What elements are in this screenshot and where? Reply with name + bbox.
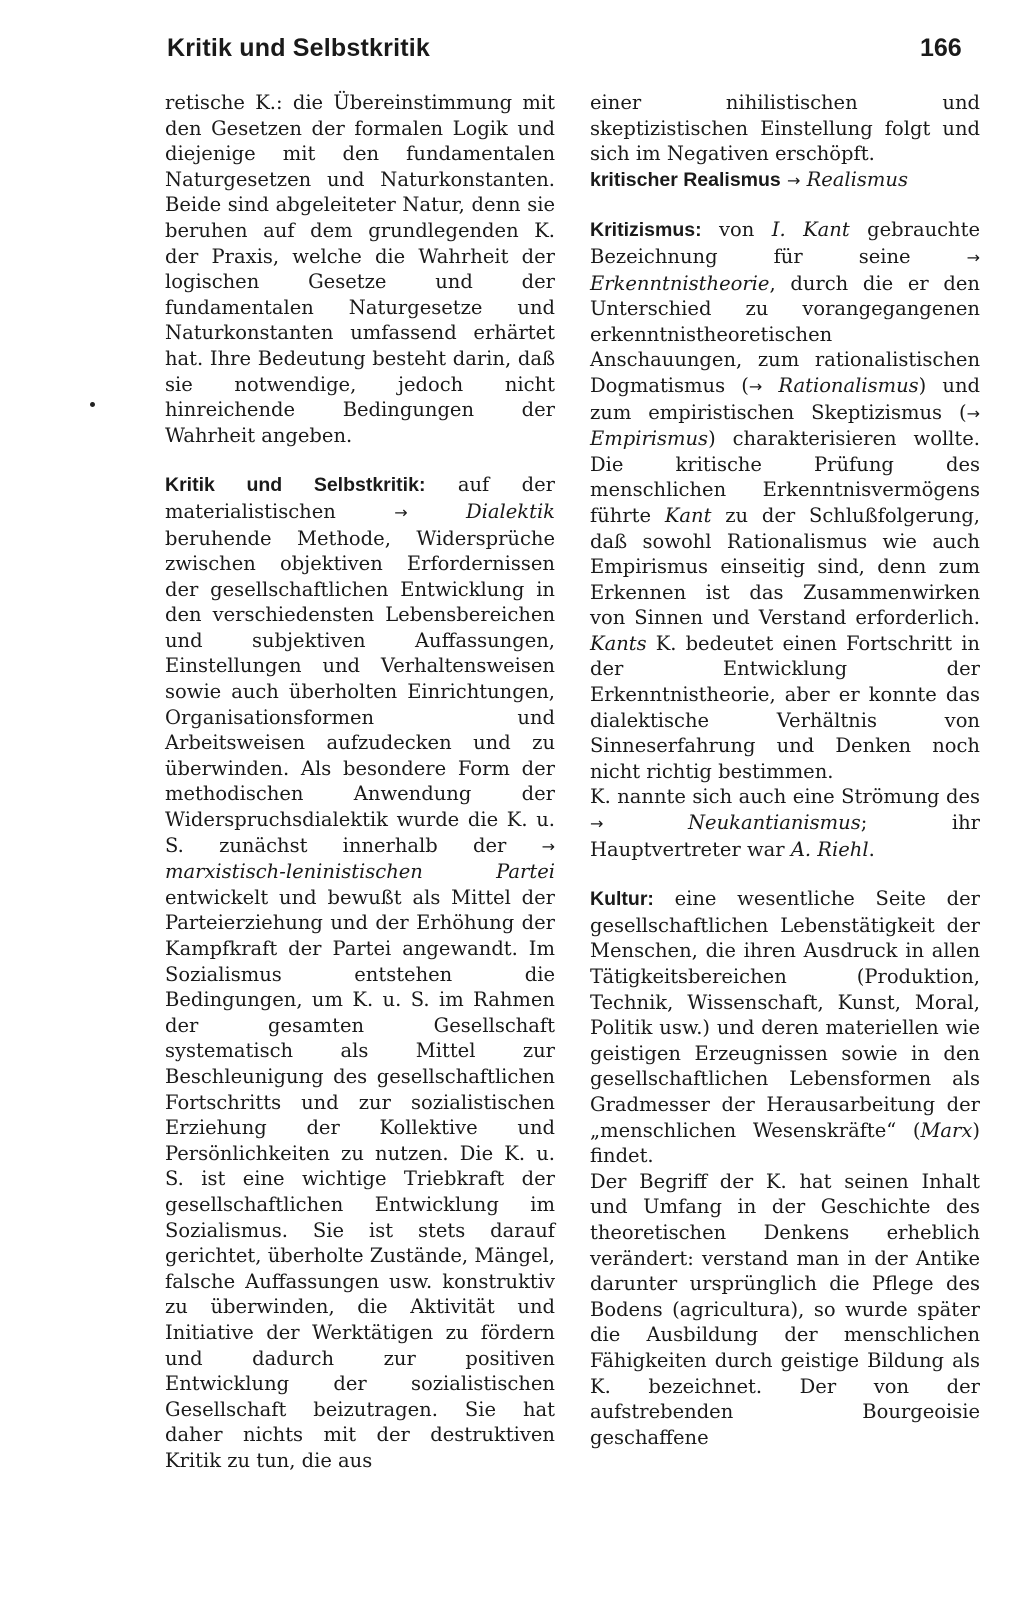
entry-kritischer-realismus — [590, 167, 980, 194]
margin-mark — [90, 402, 95, 407]
entry-text: ) findet. — [590, 1118, 980, 1168]
cross-reference-arrow-icon: → — [966, 247, 980, 267]
entry-text: ) charakterisieren wollte. Die kritische Prüfung des menschlichen Erkenntnisvermögens führte — [590, 427, 980, 527]
entry-text: ) und zum empiristischen Skeptizismus ( — [590, 373, 980, 424]
cross-reference-arrow-icon: → — [590, 814, 604, 834]
cross-reference-link[interactable]: Empirismus — [590, 427, 709, 451]
entry-text: zu der Schlußfolgerung, daß sowohl Rationalismus wie auch Empirismus einseitig sind, denn zum Erkennen ist das Zusammenwirken von Sinnen und Verstand erforderlich. — [590, 503, 980, 630]
entry-text: K. bedeutet einen Fortschritt in der Entwicklung der Erkenntnistheorie, aber er konnte das dialektische Verhältnis von Sinneserfahrung und Denken noch nicht richtig bestimmen. — [590, 631, 980, 783]
cross-reference-link[interactable]: Erkenntnistheorie — [590, 271, 770, 295]
entry-text: ; ihr Hauptvertreter war — [590, 811, 980, 861]
entry-lemma: Kritik und Selbstkritik: — [165, 474, 426, 497]
entry-kritizismus — [590, 217, 980, 784]
entry-lemma: Kultur: — [590, 888, 654, 911]
entry-text: . — [868, 837, 875, 861]
cross-reference-link[interactable]: Realismus — [800, 167, 908, 191]
entry-kultur — [590, 886, 980, 1169]
cross-reference-link[interactable]: Dialektik — [407, 499, 555, 523]
person-reference: Kant — [664, 503, 712, 527]
cross-reference-arrow-icon: → — [541, 836, 555, 856]
person-reference: I. Kant — [771, 218, 850, 242]
entry-text: eine wesentliche Seite der gesellschaftlichen Lebenstätigkeit der Menschen, die ihren Ausdruck in allen Tätigkeitsbereichen (Produktion, Technik, Wissenschaft, Kunst, Moral, Politik usw.) und deren materiellen wie geistigen Erzeugnissen sowie in den gesellschaftlichen Lebensformen als Gradmesser der Herausarbeitung der „menschlichen Wesenskräfte“ ( — [590, 887, 980, 1142]
cross-reference-link[interactable]: marxistisch-leninistischen Partei — [165, 860, 555, 884]
entry-text: entwickelt und bewußt als Mittel der Parteierziehung und der Erhöhung der Kampfkraft der Partei angewandt. Im Sozialismus entstehen die Bedingungen, um K. u. S. im Rahmen der gesamten Gesellschaft systematisch als Mittel zur Beschleunigung des gesellschaftlichen Fortschritts und zur sozialistischen Erziehung der Kollektive und Persönlichkeiten zu nutzen. Die K. u. S. ist eine wichtige Triebkraft der gesellschaftlichen Entwicklung im Sozialismus. Sie ist stets darauf gerichtet, überholte Zustände, Mängel, falsche Auffassungen usw. konstruktiv zu überwinden, die Aktivität und Initiative der Werktätigen zu fördern und dadurch zur positiven Entwicklung der sozialistischen Gesellschaft beizutragen. Sie hat daher nichts mit der destruktiven Kritik zu tun, die aus — [165, 885, 555, 1472]
running-head: Kritik und Selbstkritik — [167, 34, 430, 62]
entry-kultur-paragraph-2: Der Begriff der K. hat seinen Inhalt und Umfang in der Geschichte des theoretischen Denkens erheblich verändert: verstand man in der Antike darunter ursprünglich die Pflege des Bodens (agricultura), so wurde später die Ausbildung der menschlichen Fähigkeiten durch geistige Bildung als K. bezeichnet. Der von der aufstrebenden Bourgeoisie geschaffene — [590, 1169, 980, 1449]
left-column — [165, 90, 555, 1473]
entry-text: gebrauchte Bezeichnung für seine — [590, 218, 980, 268]
entry-kritik-und-selbstkritik — [165, 472, 555, 1473]
entry-lemma: kritischer Realismus — [590, 168, 781, 191]
entry-text: , durch die er den Unterschied zu vorangegangenen erkenntnistheoretischen Anschauungen, zum rationalistischen Dogmatismus ( — [590, 271, 980, 397]
cross-reference-arrow-icon: → — [748, 376, 763, 396]
right-column — [590, 90, 980, 1450]
cross-reference-link[interactable]: Neukantianismus — [603, 811, 861, 835]
entry-kritizismus-paragraph-2 — [590, 784, 980, 862]
cross-reference-arrow-icon: → — [394, 502, 408, 522]
person-reference: Marx — [920, 1118, 973, 1142]
person-reference: Kants — [590, 631, 647, 655]
continued-paragraph: einer nihilistischen und skeptizistischen Einstellung folgt und sich im Negativen erschöpft. — [590, 91, 980, 166]
person-reference: A. Riehl — [790, 837, 869, 861]
entry-text: auf der materialistischen — [165, 473, 555, 523]
continued-paragraph: retische K.: die Übereinstimmung mit den Gesetzen der formalen Logik und diejenige mit den fundamentalen Naturgesetzen und Naturkonstanten. Beide sind abgeleiteter Natur, denn sie beruhen auf dem grundlegenden K. der Praxis, welche die Wahrheit der logischen Gesetze und der fundamentalen Naturgesetze und Naturkonstanten umfassend erhärtet hat. Ihre Bedeutung besteht darin, daß sie notwendige, jedoch nicht hinreichende Bedingungen der Wahrheit angeben. — [165, 91, 555, 447]
entry-lemma: Kritizismus: — [590, 219, 702, 242]
cross-reference-link[interactable]: Rationalismus — [762, 373, 919, 397]
entry-text: beruhende Methode, Widersprüche zwischen objektiven Erfordernissen der gesellschaftlichen Entwicklung in den verschiedensten Lebensbereichen und subjektiven Auffassungen, Einstellungen und Verhaltensweisen sowie auch überholten Einrichtungen, Organisationsformen und Arbeitsweisen aufzudecken und zu überwinden. Als besondere Form der methodischen Anwendung der Widerspruchsdialektik wurde die K. u. S. zunächst innerhalb der — [165, 526, 555, 857]
cross-reference-arrow-icon: → — [966, 403, 980, 423]
page-number: 166 — [920, 34, 962, 62]
cross-reference-arrow-icon: → — [786, 170, 801, 190]
entry-text: von — [701, 218, 772, 242]
entry-text: K. nannte sich auch eine Strömung des — [590, 785, 980, 809]
